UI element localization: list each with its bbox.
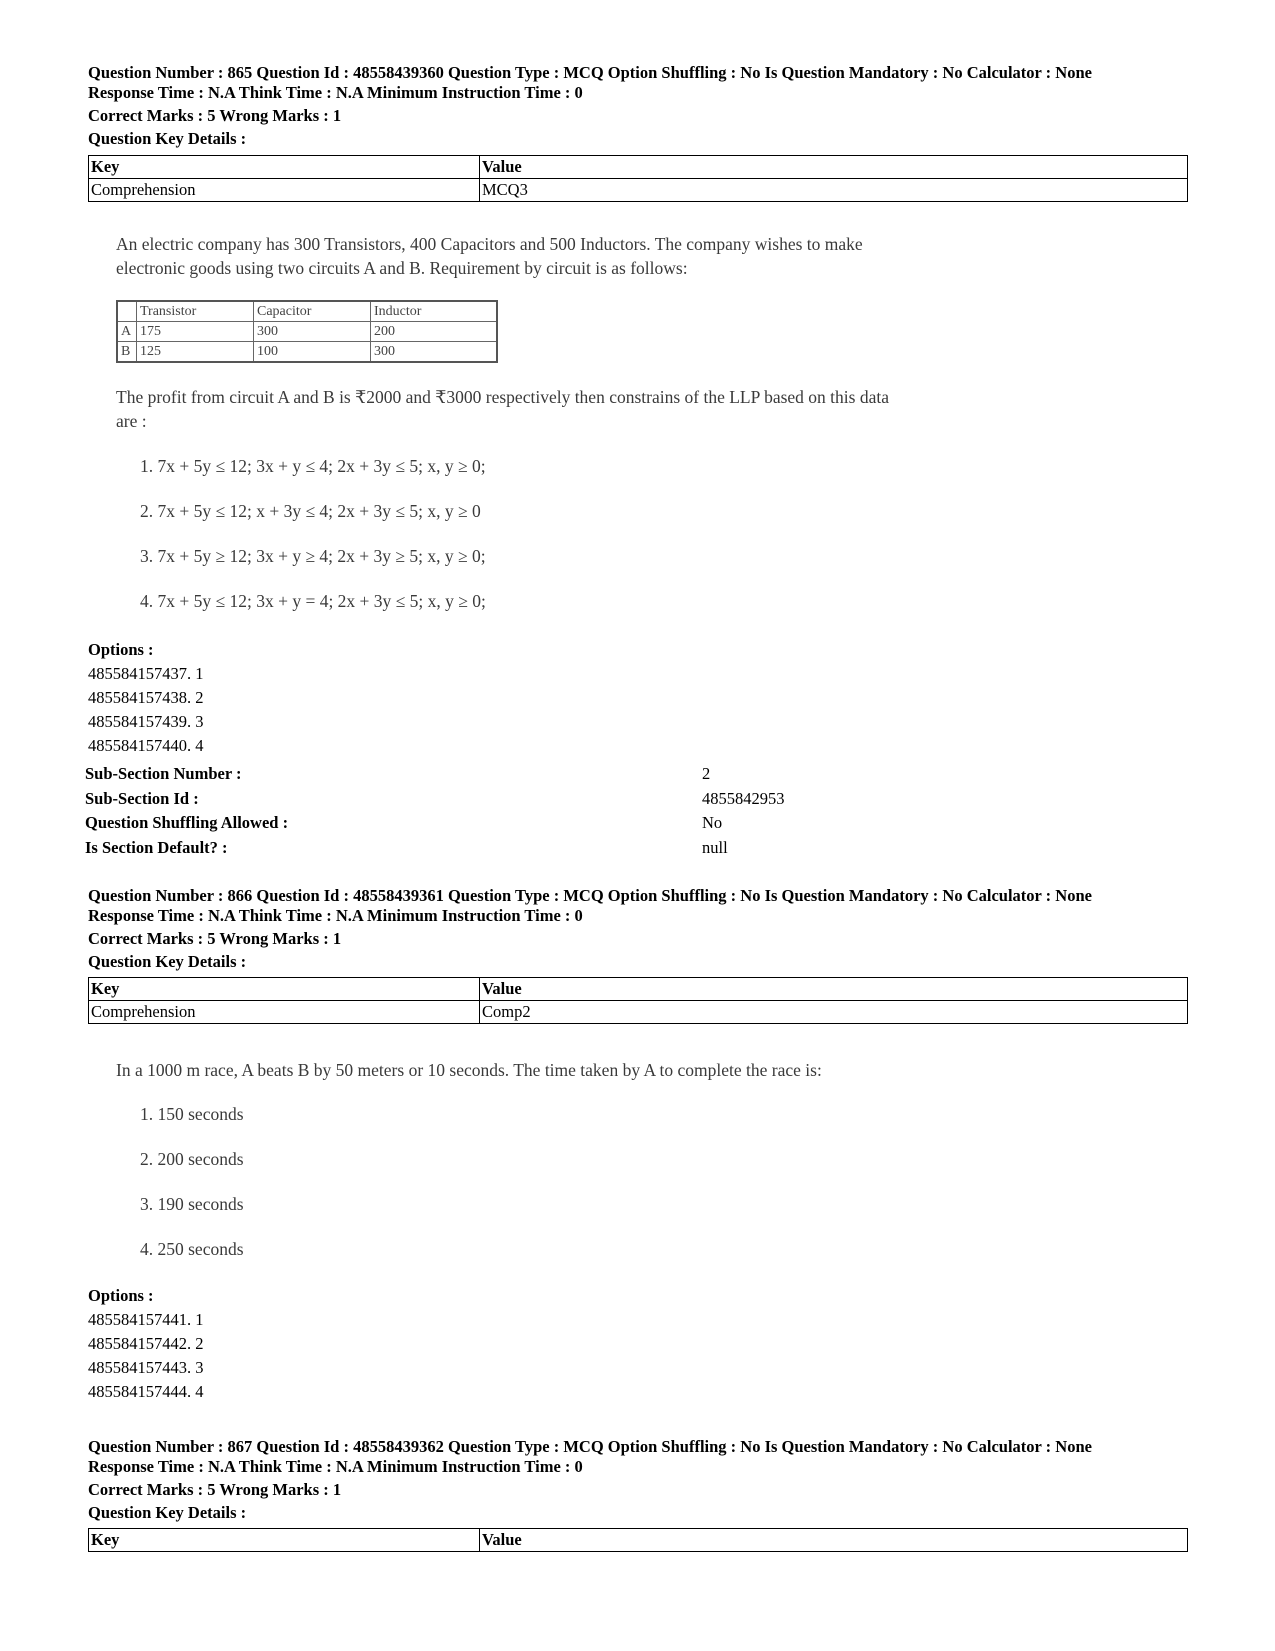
req-header: Capacitor: [254, 301, 371, 322]
choice-item: 3. 7x + 5y ≥ 12; 3x + y ≥ 4; 2x + 3y ≥ 5; x, y ≥ 0;: [140, 546, 486, 566]
subsection-row: [85, 836, 1195, 861]
question-866-header: [88, 886, 1200, 972]
option-item: 485584157440. 4: [88, 736, 204, 755]
value-cell: Comp2: [480, 1001, 1188, 1024]
question-text: The profit from circuit A and B is ₹2000 and ₹3000 respectively then constrains of the LLP based on this data: [116, 387, 889, 407]
question-865-header: [88, 63, 1200, 149]
key-value-table: [88, 977, 1200, 1024]
req-cell: 300: [371, 342, 498, 363]
requirement-table: [116, 300, 498, 363]
key-value-table: [88, 1528, 1200, 1552]
subsection-value: null: [702, 837, 728, 857]
question-text: electronic goods using two circuits A and B. Requirement by circuit is as follows:: [116, 258, 688, 278]
subsection-label: Sub-Section Id :: [85, 788, 199, 808]
question-header-line2: Response Time : N.A Think Time : N.A Minimum Instruction Time : 0: [88, 83, 583, 102]
req-cell: 200: [371, 322, 498, 342]
req-header: [117, 301, 137, 322]
subsection-row: [85, 762, 1195, 787]
options-block: [88, 638, 1200, 758]
marks-line: Correct Marks : 5 Wrong Marks : 1: [88, 929, 342, 948]
question-header-line1: Question Number : 866 Question Id : 48558439361 Question Type : MCQ Option Shuffling : No Is Question Mandatory : No Calculator : None: [88, 886, 1092, 905]
choice-item: 2. 7x + 5y ≤ 12; x + 3y ≤ 4; 2x + 3y ≤ 5; x, y ≥ 0: [140, 501, 481, 521]
choice-item: 1. 7x + 5y ≤ 12; 3x + y ≤ 4; 2x + 3y ≤ 5; x, y ≥ 0;: [140, 456, 486, 476]
choice-item: 2. 200 seconds: [140, 1149, 244, 1169]
subsection-row: [85, 811, 1195, 836]
subsection-value: 4855842953: [702, 788, 785, 808]
key-header: Key: [89, 156, 480, 179]
key-details-label: Question Key Details :: [88, 129, 247, 148]
subsection-label: Sub-Section Number :: [85, 764, 242, 783]
subsection-row: [85, 787, 1195, 812]
key-value-table: [88, 155, 1200, 202]
key-cell: Comprehension: [89, 179, 480, 202]
req-cell: A: [117, 322, 137, 342]
subsection-value: No: [702, 813, 723, 832]
subsection-info: [85, 762, 1195, 860]
question-header-line1: Question Number : 867 Question Id : 48558439362 Question Type : MCQ Option Shuffling : No Is Question Mandatory : No Calculator : None: [88, 1437, 1092, 1456]
req-header: Transistor: [137, 301, 254, 322]
req-header: Inductor: [371, 301, 498, 322]
key-details-label: Question Key Details :: [88, 952, 247, 971]
key-details-label: Question Key Details :: [88, 1503, 247, 1522]
question-text: An electric company has 300 Transistors, 400 Capacitors and 500 Inductors. The company wishes to make: [116, 234, 863, 254]
question-header-line1: Question Number : 865 Question Id : 48558439360 Question Type : MCQ Option Shuffling : No Is Question Mandatory : No Calculator : None: [88, 63, 1092, 82]
option-item: 485584157444. 4: [88, 1382, 204, 1401]
value-cell: MCQ3: [480, 179, 1188, 202]
question-header-line2: Response Time : N.A Think Time : N.A Minimum Instruction Time : 0: [88, 906, 583, 925]
choice-item: 1. 150 seconds: [140, 1104, 244, 1124]
option-item: 485584157443. 3: [88, 1358, 204, 1377]
key-header: Key: [89, 1529, 480, 1552]
subsection-label: Question Shuffling Allowed :: [85, 813, 289, 832]
options-label: Options :: [88, 1286, 154, 1305]
option-item: 485584157439. 3: [88, 712, 204, 731]
req-cell: 300: [254, 322, 371, 342]
subsection-label: Is Section Default? :: [85, 837, 228, 857]
subsection-value: 2: [702, 764, 711, 783]
question-866-image: [116, 1058, 1016, 1272]
req-cell: 125: [137, 342, 254, 363]
option-item: 485584157441. 1: [88, 1310, 204, 1329]
value-header: Value: [480, 1529, 1188, 1552]
marks-line: Correct Marks : 5 Wrong Marks : 1: [88, 1480, 342, 1499]
question-header-line2: Response Time : N.A Think Time : N.A Minimum Instruction Time : 0: [88, 1457, 583, 1476]
key-cell: Comprehension: [89, 1001, 480, 1024]
value-header: Value: [480, 978, 1188, 1001]
choice-item: 3. 190 seconds: [140, 1194, 244, 1214]
req-cell: 175: [137, 322, 254, 342]
option-item: 485584157438. 2: [88, 688, 204, 707]
options-block: [88, 1284, 1200, 1404]
value-header: Value: [480, 156, 1188, 179]
choice-item: 4. 250 seconds: [140, 1239, 244, 1259]
question-text: In a 1000 m race, A beats B by 50 meters or 10 seconds. The time taken by A to complete the race is:: [116, 1060, 822, 1080]
req-cell: 100: [254, 342, 371, 363]
question-867-header: [88, 1437, 1200, 1523]
choice-item: 4. 7x + 5y ≤ 12; 3x + y = 4; 2x + 3y ≤ 5; x, y ≥ 0;: [140, 591, 486, 611]
key-header: Key: [89, 978, 480, 1001]
option-item: 485584157442. 2: [88, 1334, 204, 1353]
question-text: are :: [116, 411, 147, 431]
option-item: 485584157437. 1: [88, 664, 204, 683]
req-cell: B: [117, 342, 137, 363]
marks-line: Correct Marks : 5 Wrong Marks : 1: [88, 106, 342, 125]
options-label: Options :: [88, 640, 154, 659]
question-865-image: [116, 232, 1016, 624]
